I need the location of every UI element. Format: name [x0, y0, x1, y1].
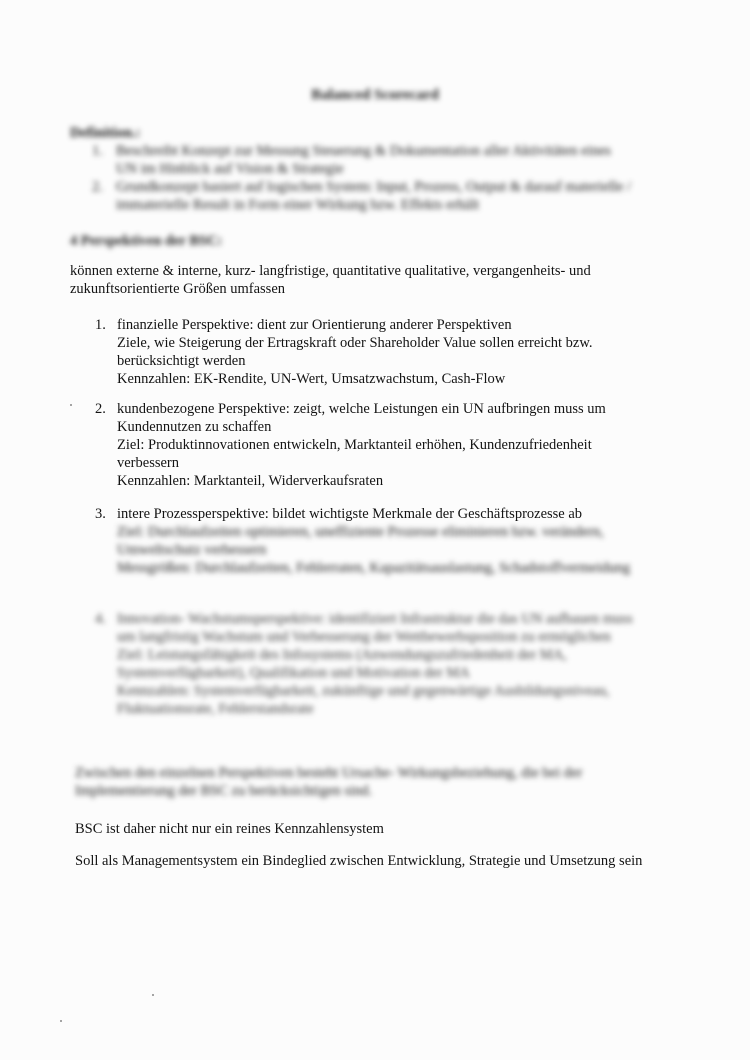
statement-managementsystem: Soll als Managementsystem ein Bindeglied zwischen Entwicklung, Strategie und Umsetzung sein — [75, 853, 643, 869]
definition-item-text: Grundkonzept basiert auf logischen System: Input, Prozess, Output & darauf materielle / immaterielle Result in Form einer Wirkung bzw. Effekts erhält — [116, 179, 632, 213]
item-kpi-line: Kennzahlen: Marktanteil, Widerverkaufsraten — [117, 473, 384, 489]
relation-paragraph: Zwischen den einzelnen Perspektiven besteht Ursache- Wirkungsbeziehung, die bei der Implementierung der BSC zu berücksichtigen sind. — [75, 765, 583, 799]
scan-speck — [60, 1020, 62, 1022]
definition-item — [92, 178, 632, 214]
scan-speck — [70, 404, 72, 406]
perspective-item-process — [95, 505, 640, 577]
perspective-item-customer — [95, 400, 640, 490]
definition-item-text: Beschreibt Konzept zur Messung Steuerung & Dokumentation aller Aktivitäten eines UN im Hinblick auf Vision & Strategie — [116, 143, 611, 177]
document-title: Balanced Scorecard — [311, 87, 439, 103]
item-kpi-line: Messgrößen: Durchlaufzeiten, Fehlerraten, Kapazitätsauslastung, Schadstoffvermeidung — [117, 560, 631, 576]
definition-heading: Definition.: — [70, 125, 141, 141]
item-kpi-line: Kennzahlen: Systemverfügbarkeit, zukünftige und gegenwärtige Ausbildungsniveau, Fluktuationsrate, Fehlerstandsrate — [117, 683, 610, 717]
item-goal-line: Ziele, wie Steigerung der Ertragskraft oder Shareholder Value sollen erreicht bzw. berücksichtigt werden — [117, 335, 593, 369]
item-goal-line: Ziel: Leistungsfähigkeit des Infosystems (Anwendungszufriedenheit der MA, Systemverfügbarkeit), Qualifikation und Motivation der MA — [117, 647, 567, 681]
item-number: 2. — [95, 401, 106, 417]
item-heading-line: finanzielle Perspektive: dient zur Orientierung anderer Perspektiven — [117, 317, 512, 333]
statement-kennzahlensystem: BSC ist daher nicht nur ein reines Kennzahlensystem — [75, 821, 384, 837]
item-heading-line: kundenbezogene Perspektive: zeigt, welche Leistungen ein UN aufbringen muss um Kundennutzen zu schaffen — [117, 401, 606, 435]
item-goal-line: Ziel: Durchlaufzeiten optimieren, uneffiziente Prozesse eliminieren bzw. verändern, Umweltschutz verbessern — [117, 524, 604, 558]
perspective-item-innovation — [95, 610, 640, 718]
definition-item-number: 1. — [92, 143, 103, 159]
item-kpi-line: Kennzahlen: EK-Rendite, UN-Wert, Umsatzwachstum, Cash-Flow — [117, 371, 506, 387]
item-number: 4. — [95, 611, 106, 627]
perspective-item-financial — [95, 316, 640, 388]
scan-speck — [152, 994, 154, 996]
item-goal-line: Ziel: Produktinnovationen entwickeln, Marktanteil erhöhen, Kundenzufriedenheit verbessern — [117, 437, 592, 471]
item-heading-line: intere Prozessperspektive: bildet wichtigste Merkmale der Geschäftsprozesse ab — [117, 506, 583, 522]
item-heading-line: Innovation- Wachstumsperspektive: identifiziert Infrastruktur die das UN aufbauen muss um langfristig Wachstum und Verbesserung der Wettbewerbsposition zu ermöglichen — [117, 611, 633, 645]
intro-paragraph: können externe & interne, kurz- langfristige, quantitative qualitative, vergangenheits- und zukunftsorientierte Größen umfassen — [70, 263, 591, 297]
item-number: 1. — [95, 317, 106, 333]
definition-item-number: 2. — [92, 179, 103, 195]
perspectives-heading: 4 Perspektiven der BSC: — [70, 233, 223, 249]
item-number: 3. — [95, 506, 106, 522]
definition-item — [92, 142, 632, 178]
